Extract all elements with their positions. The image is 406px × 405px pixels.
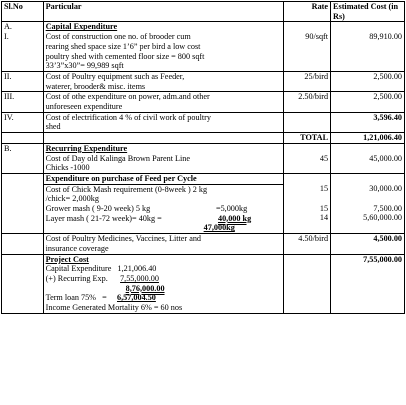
capital-row: Capital Expenditure 1,21,006.40 (45, 264, 157, 274)
item-no: IV. (2, 112, 44, 132)
recurring-row: (+) Recurring Exp. 7,55,000.00 (45, 273, 159, 283)
item-line: Cost of Poultry equipment such as Feeder, (45, 71, 185, 81)
section-a-title: Capital Expenditure (45, 22, 118, 32)
item-no: II. (2, 71, 44, 91)
project-row (2, 254, 405, 313)
section-a-no: A. (4, 22, 12, 32)
item-row (2, 71, 405, 91)
header-estimated-cost: Estimated Cost (in Rs) (331, 2, 405, 22)
grower-rate: 15 (319, 203, 329, 213)
item-line: Cost of electrification 4 % of civil work of poultry (45, 112, 211, 122)
item-row (2, 112, 405, 132)
total-row (2, 133, 405, 144)
feed-title-row (2, 173, 405, 184)
grower-cost: 7,500.00 (373, 203, 402, 213)
item-cost: 2,500.00 (331, 92, 405, 112)
project-total-cost: 7,55,000.00 (363, 254, 402, 264)
medicine-line: Cost of Poultry Medicines, Vaccines, Litter and (45, 234, 202, 244)
header-particular: Particular (43, 2, 284, 22)
item-rate: 90/sqft (305, 32, 329, 42)
grower-label: Grower mash ( 9-20 week) 5 kg (45, 204, 151, 214)
medicine-cost: 4,500.00 (331, 234, 405, 254)
chicks-cost: 45,000.00 (369, 153, 402, 163)
sum-value: 8,76,000.00 (125, 283, 165, 293)
cost-table (1, 1, 405, 314)
chick-mash-rate: 15 (319, 184, 329, 194)
chicks-rate: 45 (319, 153, 329, 163)
layer-row (46, 214, 282, 224)
feed-title: Expenditure on purchase of Feed per Cycle (43, 173, 284, 184)
item-line: Cost of othe expenditure on power, adm.and other (45, 92, 210, 102)
loan-row: Term loan 75% = 6,57,004.50 (45, 293, 156, 303)
feed-total: 47,000kg (203, 223, 235, 233)
section-b-row (2, 143, 405, 173)
item-rate (284, 112, 331, 132)
feed-row (2, 184, 405, 234)
item-line: rearing shed space size 1’6” per bird a low cost (45, 41, 201, 51)
layer-cost: 5,60,000.00 (363, 213, 402, 223)
grower-qty: =5,000kg (215, 204, 248, 214)
item-line: Cost of construction one no. of brooder cum (45, 32, 191, 42)
project-title: Project Cost (45, 254, 89, 264)
item-row (2, 92, 405, 112)
section-a-row (2, 22, 405, 72)
item-line: shed (45, 122, 61, 132)
item-line: poultry shed with cemented floor size = 800 sqft (45, 51, 205, 61)
item-rate: 2.50/bird (284, 92, 331, 112)
layer-rate: 14 (319, 213, 329, 223)
medicine-row (2, 234, 405, 254)
item-line: unforeseen expenditure (45, 102, 123, 112)
chick-mash-cost: 30,000.00 (369, 184, 402, 194)
grower-row (46, 204, 282, 214)
header-rate: Rate (284, 2, 331, 22)
section-b-title: Recurring Expenditure (45, 143, 128, 153)
recurring-value: 7,55,000.00 (120, 273, 159, 283)
chick-mash-line: Cost of Chick Mash requirement (0-8week ) 2 kg (45, 184, 208, 194)
section-b-no: B. (2, 143, 44, 173)
item-line: 33’3”x30”= 99,989 sqft (45, 61, 124, 71)
layer-qty: 40,000 kg (217, 213, 252, 223)
loan-value: 6,57,004.50 (117, 293, 156, 303)
total-value: 1,21,006.40 (331, 133, 405, 144)
total-label: TOTAL (284, 133, 331, 144)
item-no: I. (4, 32, 9, 42)
item-cost: 89,910.00 (369, 32, 402, 42)
chick-mash-line: /chick= 2,000kg (45, 194, 99, 204)
item-line: waterer, brooder& misc. items (45, 81, 146, 91)
medicine-rate: 4.50/bird (284, 234, 331, 254)
item-cost: 3,596.40 (331, 112, 405, 132)
item-cost: 2,500.00 (331, 71, 405, 91)
item-rate: 25/bird (284, 71, 331, 91)
item-line: Chicks -1000 (45, 163, 90, 173)
income-label: Income Generated Mortality 6% = 60 nos (45, 303, 183, 313)
item-no: III. (2, 92, 44, 112)
capital-value: 1,21,006.40 (117, 264, 157, 274)
header-slno: Sl.No (2, 2, 44, 22)
header-row (2, 2, 405, 22)
layer-label: Layer mash ( 21-72 week)= 40kg = (45, 213, 162, 223)
item-line: Cost of Day old Kalinga Brown Parent Line (45, 153, 191, 163)
medicine-line: insurance coverage (45, 243, 109, 253)
